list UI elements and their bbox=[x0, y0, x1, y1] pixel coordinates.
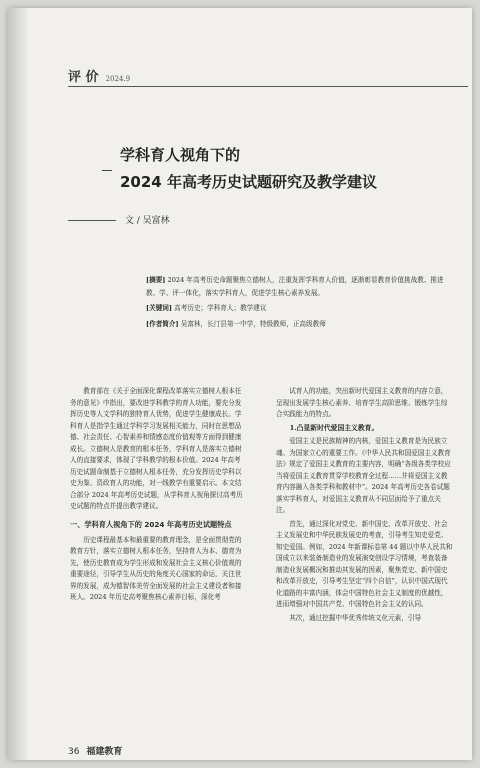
magazine-page bbox=[8, 8, 472, 760]
article-title bbox=[120, 144, 440, 192]
author-intro-tag: [作者简介] bbox=[146, 319, 179, 328]
author-intro-text: 吴富林，长汀县第一中学，特级教师，正高级教师 bbox=[180, 319, 326, 328]
page-header bbox=[68, 66, 130, 85]
column-name: 评 价 bbox=[68, 70, 99, 85]
issue-number: 2024.9 bbox=[105, 75, 131, 83]
page-footer bbox=[68, 744, 122, 757]
section-heading: 一、学科育人视角下的 2024 年高考历史试题特点 bbox=[70, 519, 232, 529]
paragraph: 历史课程最基本和最重要的教育理念，是全面贯彻党的教育方针，落实立德树人根本任务，坚持育人为本、德育为先，使历史教育成为学生形成和发展社会主义核心价值观的重要途径，引导学生从历史的角度关心国家的命运，关注世界的发展，成为德智体美劳全面发展的社会主义建设者和接班人。2024 年历史高考聚焦核心素养目标，深化考 bbox=[70, 535, 242, 601]
keywords bbox=[146, 302, 446, 315]
magazine-name: 福建教育 bbox=[86, 747, 123, 757]
keywords-tag: [关键词] bbox=[146, 304, 173, 312]
abstract-block bbox=[146, 274, 446, 333]
author-name: 文 / 吴富林 bbox=[124, 216, 170, 226]
paragraph: 教育部在《关于全面深化课程改革落实立德树人根本任务的意见》中指出，要改进学科教学的育人功能，要充分发挥历史等人文学科的独特育人优势，促进学生健康成长。学科育人是指学生通过学科学习发展相关能力，同时在思想品德、社会责任、心智素养和情感态度价值观等方面得到健康成长。立德树人是教育的根本任务，学科育人是落实立德树人的直接要求，体现了学科教学的根本价值。2024 年高考历史试题命制基于立德树人根本任务，充分发挥历史学科以史为鉴、资政育人的功能，对一线教学有重要启示。本文结合部分 2024 年高考历史试题，从学科育人视角探讨高考历史试题的特点并提出教学建议。 bbox=[70, 387, 243, 510]
summary bbox=[146, 274, 446, 299]
body-left-column bbox=[70, 386, 246, 606]
page-spine-shadow bbox=[8, 8, 30, 760]
subsection-heading: 1.凸显新时代爱国主义教育。 bbox=[289, 423, 379, 432]
paragraph: 试育人的功能，突出新时代爱国主义教育的内容立意，呈现出发展学生核心素养、培育学生高阶思维、锻炼学生综合实践能力的特点。 bbox=[276, 387, 448, 418]
paragraph: 其次，通过挖掘中华优秀传统文化元素，引导 bbox=[289, 613, 422, 622]
summary-text: 2024 年高考历史命题聚焦立德树人，注重发挥学科育人价值，逐渐彰显教育价值挑战教、推进教、学、评一体化，落实学科育人，促进学生核心素养发展。 bbox=[146, 276, 444, 297]
title-line-1: 学科育人视角下的 bbox=[120, 146, 241, 164]
keywords-text: 高考历史；学科育人；教学建议 bbox=[174, 304, 267, 312]
summary-tag: [摘要] bbox=[146, 276, 166, 284]
author-byline bbox=[68, 213, 408, 226]
body-right-column bbox=[276, 386, 454, 626]
paragraph: 首先，通过深化对党史、新中国史、改革开放史、社会主义发展史和中华民族发展史的考查，引导考生知史爱党、知史爱国。例如，2024 年新课标卷第 44 题以中华人民共和国成立以来装备制造业的发展演变创设学习情境，考查装备制造业发展概况和推动其发展的因素，聚焦党史、新中国史和改革开放史，引导考生坚定“四个自信”，认识中国式现代化道路的丰富内涵，体会中国特色社会主义制度的优越性，进而增强对中国共产党、中国特色社会主义的认同。 bbox=[276, 519, 453, 608]
page-number: 36 bbox=[68, 747, 80, 757]
paragraph: 爱国主义是民族精神的内核，爱国主义教育是为民族立魂、为国家立心的重要工作。《中华人民共和国爱国主义教育法》规定了爱国主义教育的主要内容，明确“各级各类学校应当将爱国主义教育贯穿学校教育全过程……并将爱国主义教育内容融入各类学科和教材中”。2024 年高考历史各卷试题落实学科育人，对爱国主义教育从不同层面给予了重点关注。 bbox=[276, 437, 451, 514]
title-decoration bbox=[102, 170, 112, 171]
author-rule bbox=[68, 220, 116, 221]
header-rule bbox=[68, 86, 468, 87]
title-line-2: 2024 年高考历史试题研究及教学建议 bbox=[120, 173, 377, 191]
author-intro bbox=[146, 318, 446, 331]
